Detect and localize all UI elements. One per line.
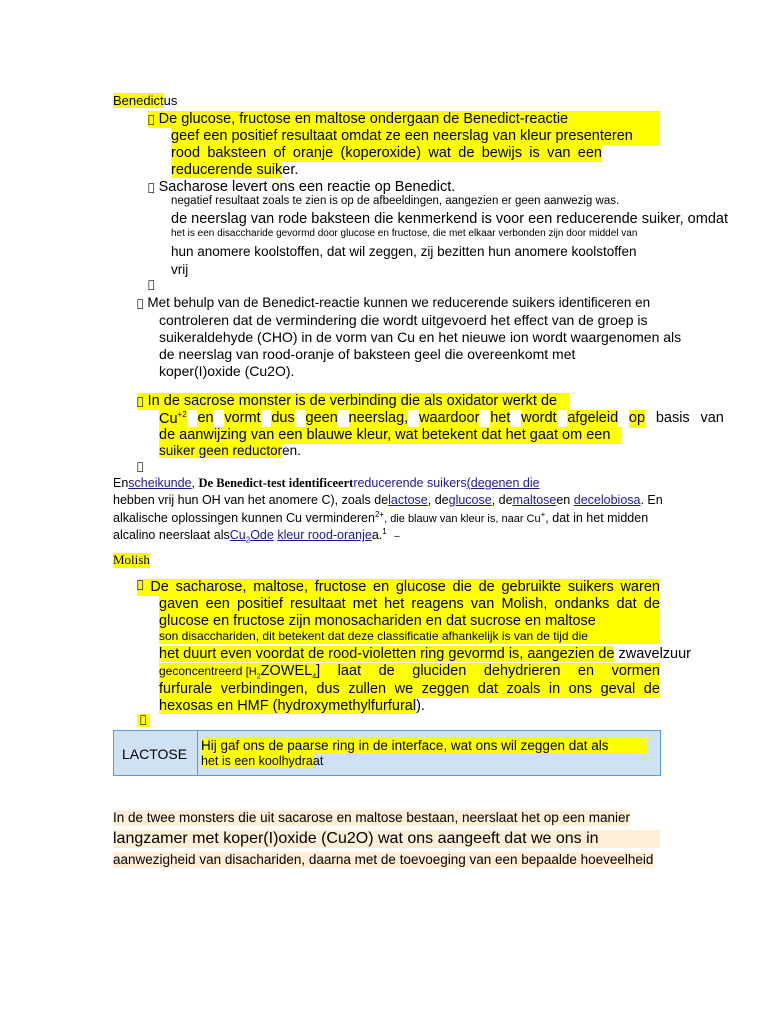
molish-item-1-line-1 — [137, 579, 660, 596]
final-line-3: aanwezigheid van disachariden, daarna met de toevoeging van een bepaalde hoeveelheid — [113, 852, 654, 867]
link-lactose[interactable]: lactose — [388, 493, 428, 507]
word: Molish, — [501, 596, 548, 612]
formula-text: ZOWEL — [260, 663, 313, 679]
word: een — [205, 596, 230, 612]
link-text: Ode — [250, 528, 274, 543]
benedict-item-4-line-1 — [137, 393, 569, 410]
plain-text: ). — [416, 698, 425, 714]
word: suikers — [567, 579, 614, 595]
benedict-item-4-line-2 — [159, 410, 724, 428]
plain-text: at — [312, 754, 324, 768]
word: dus — [271, 410, 295, 426]
word: geval — [600, 681, 636, 697]
superscript: + — [540, 510, 546, 519]
superscript: +2 — [177, 410, 187, 419]
molish-item-1-line-6 — [159, 663, 660, 681]
bullet-icon — [137, 460, 144, 473]
lactose-table — [113, 730, 661, 776]
benedict-item-2-line-2: negatief resultaat zoals te zien is op de afbeeldingen, aangezien er geen aanwezig was. — [171, 195, 620, 207]
word: (koperoxide) — [340, 145, 422, 161]
word: op — [628, 410, 646, 426]
note-text: – — [394, 531, 400, 543]
benedict-item-1-line-4 — [171, 162, 298, 179]
word: in — [548, 681, 561, 697]
link-text: Cu — [229, 528, 246, 543]
benedict-item-1-line-3 — [171, 145, 602, 162]
note-text: , de — [427, 493, 449, 507]
note-line-3 — [113, 510, 648, 526]
word: wat — [428, 145, 451, 161]
word: het — [384, 596, 405, 612]
word: wordt — [521, 410, 557, 426]
word: reagens — [411, 596, 464, 612]
word: het — [490, 410, 511, 426]
word: waren — [620, 579, 660, 595]
benedict-item-1-line-2: geef een positief resultaat omdat ze een neerslag van kleur presenteren — [171, 128, 660, 145]
word: ons — [568, 681, 593, 697]
highlighted-text: het duurt even voordat de rood-violetten ring gevormd is, aangezien de — [159, 646, 615, 662]
word: geen — [305, 410, 338, 426]
heading-highlight: Benedict — [113, 93, 164, 108]
highlighted-text: reducerende suik — [171, 162, 283, 178]
formula-text: ] — [316, 663, 321, 679]
empty-bullet — [148, 279, 155, 292]
link-decelobiosa[interactable]: decelobiosa — [573, 493, 641, 507]
section-heading-molish: Molish — [113, 552, 150, 567]
cu-text: Cu — [159, 410, 178, 427]
benedict-item-3-line-3: suikeraldehyde (CHO) in de vorm van Cu en het nieuwe ion wordt waargenomen als — [159, 329, 682, 345]
bullet-icon — [137, 297, 144, 310]
item-text: De glucose, fructose en maltose ondergaan de Benedict-reactie — [148, 111, 558, 127]
formula-text: [H — [245, 666, 257, 678]
highlighted-text: hexosas en HMF (hydroxymethylfurfural — [159, 698, 417, 714]
bullet-icon — [137, 579, 144, 596]
note-text: , — [191, 476, 199, 490]
benedict-item-2-line-6: vrij — [171, 262, 189, 277]
word: furfurale — [159, 681, 213, 697]
word: en — [369, 579, 386, 595]
benedict-item-3-line-5: koper(I)oxide (Cu2O). — [159, 363, 295, 379]
note-text: hebben vrij hun OH van het anomere C), zoals de — [113, 493, 389, 507]
molish-item-1-line-3: glucose en fructose zijn monosachariden en dat sucrose en maltose — [159, 613, 660, 630]
word: gebruikte — [500, 579, 560, 595]
word: basis — [655, 410, 690, 426]
footnote-ref: 1 — [382, 527, 387, 536]
molish-item-1-line-7 — [159, 681, 660, 698]
word: dat — [616, 596, 637, 612]
final-line-2: langzamer met koper(I)oxide (Cu2O) wat ons aangeeft dat we ons in — [113, 830, 660, 848]
word: dat — [477, 681, 498, 697]
word: van — [470, 596, 495, 612]
cu-ion — [159, 410, 187, 428]
molish-item-1-line-4: son disacchariden, dit betekent dat deze classificatie afhankelijk is van de tijd die — [159, 630, 660, 644]
link-scheikunde[interactable]: scheikunde — [128, 476, 192, 490]
note-text: , de — [491, 493, 513, 507]
note-text: . En — [640, 493, 663, 507]
word: we — [394, 681, 414, 697]
molish-empty-bullet — [137, 714, 150, 727]
word: gluciden — [412, 663, 467, 679]
word: laat — [337, 663, 362, 679]
subscript: 2 — [245, 535, 251, 545]
word: is — [529, 145, 540, 161]
lactose-text-line-1: Hij gaf ons de paarse ring in de interface, wat ons wil zeggen dat als — [201, 738, 647, 754]
molish-item-1-line-8 — [159, 698, 425, 715]
formula-text: geconcentreerd — [159, 664, 243, 678]
item-text: Sacharose levert ons een reactie op Benedict. — [148, 179, 445, 195]
benedict-item-4-line-3: de aanwijzing van een blauwe kleur, wat betekent dat het gaat om een — [159, 427, 621, 444]
word: de — [643, 681, 660, 697]
empty-bullet-2 — [137, 461, 144, 474]
plain-text: zwavelzuur — [618, 646, 691, 662]
word: neerslag, — [348, 410, 409, 426]
section-heading-benedictus — [113, 94, 177, 109]
word: de — [458, 145, 475, 161]
word: en — [197, 410, 214, 426]
benedict-item-2-line-5: hun anomere koolstoffen, dat wil zeggen, zij bezitten hun anomere koolstoffen — [171, 244, 637, 259]
note-text: alcalino neerslaat als — [113, 528, 230, 543]
word: zullen — [348, 681, 387, 697]
word: dehydrieren — [483, 663, 561, 679]
note-text: En — [113, 476, 129, 490]
word: en — [577, 663, 595, 679]
bullet-icon — [140, 713, 147, 726]
word: de — [643, 596, 660, 612]
word: baksteen — [207, 145, 267, 161]
note-line-2 — [113, 493, 663, 507]
highlighted-text: suiker geen reductor — [159, 443, 283, 458]
note-line-4 — [113, 527, 400, 545]
note-text: a. — [371, 528, 383, 543]
link-maltose[interactable]: maltose — [512, 493, 557, 507]
word: rood — [171, 145, 201, 161]
word: die — [450, 579, 470, 595]
word: met — [352, 596, 377, 612]
bullet-icon — [137, 395, 144, 408]
molish-item-1-line-5 — [159, 646, 691, 663]
molish-item-1-line-2 — [159, 596, 660, 613]
word: verbindingen, — [220, 681, 308, 697]
link-glucose[interactable]: glucose — [448, 493, 492, 507]
word: de — [476, 579, 493, 595]
word: vormt — [224, 410, 261, 426]
benedict-item-4-line-4 — [159, 443, 301, 459]
word: een — [577, 145, 602, 161]
word: maltose, — [248, 579, 304, 595]
word: afgeleid — [567, 410, 619, 426]
bullet-icon — [148, 181, 155, 194]
note-text: en — [556, 493, 574, 507]
item-text: Met behulp van de Benedict-reactie kunnen we reducerende suikers identificeren en — [137, 295, 640, 310]
word: sacharose, — [170, 579, 242, 595]
highlighted-text: het is een koolhydra — [201, 754, 313, 768]
plain-text: er. — [282, 162, 299, 178]
lactose-text-line-2 — [201, 754, 323, 768]
note-text: , die blauw van kleur is, naar Cu — [384, 513, 541, 526]
formula — [159, 663, 320, 681]
word: dus — [316, 681, 340, 697]
word: gaven — [159, 596, 199, 612]
benedict-item-3-line-2: controleren dat de vermindering die wordt uitgevoerd het effect van de groep is — [159, 312, 648, 328]
note-line-1 — [113, 476, 540, 490]
final-line-1: In de twee monsters die uit sacarose en maltose bestaan, neerslaat het op een manier — [113, 810, 631, 825]
subscript: 4 — [312, 673, 317, 681]
bullet-icon — [148, 278, 155, 291]
word: waardoor — [418, 410, 480, 426]
link-cu2o[interactable] — [229, 528, 274, 545]
subscript: 2 — [256, 673, 261, 681]
word: positief — [236, 596, 283, 612]
word: de — [378, 663, 395, 679]
benedict-item-2-line-1 — [148, 179, 455, 196]
word: bewijs — [481, 145, 522, 161]
superscript: 2+ — [374, 510, 385, 519]
word: De — [144, 579, 163, 595]
word: oranje — [292, 145, 334, 161]
word: fructose — [310, 579, 363, 595]
lactose-label: LACTOSE — [122, 746, 188, 762]
benedict-item-1-line-1 — [148, 111, 660, 128]
benedict-item-3-line-1 — [137, 295, 650, 311]
plain-text: en. — [282, 443, 301, 458]
benedict-item-2-line-4: het is een disaccharide gevormd door glucose en fructose, die met elkaar verbonden zijn door middel van — [171, 228, 638, 239]
word: of — [273, 145, 286, 161]
word: van — [700, 410, 724, 426]
word: zeggen — [421, 681, 470, 697]
benedict-item-2-line-3: de neerslag van rode baksteen die kenmerkend is voor een reducerende suiker, omdat — [171, 211, 728, 227]
word: zoals — [506, 681, 541, 697]
note-text-underlined: (degenen die — [466, 476, 540, 490]
link-kleur-rood-oranje[interactable]: kleur rood-oranje — [277, 528, 372, 543]
benedict-item-3-line-4: de neerslag van rood-oranje of baksteen geel die overeenkomt met — [159, 346, 576, 362]
heading-suffix: us — [163, 93, 178, 108]
item-text: In de sacrose monster is de verbinding die als oxidator werkt de — [137, 393, 547, 409]
note-bold-text: De Benedict-test identificeert — [198, 476, 354, 490]
word: vormen — [611, 663, 660, 679]
bullet-icon — [148, 113, 155, 126]
table-divider — [197, 731, 198, 775]
word: glucose — [392, 579, 443, 595]
note-text: alkalische oplossingen kunnen Cu verminderen — [113, 511, 375, 526]
link-reducerende-suikers[interactable]: reducerende suikers — [353, 476, 467, 490]
note-text: , dat in het midden — [545, 511, 649, 526]
word: van — [547, 145, 571, 161]
word: ondanks — [554, 596, 610, 612]
word: resultaat — [290, 596, 346, 612]
